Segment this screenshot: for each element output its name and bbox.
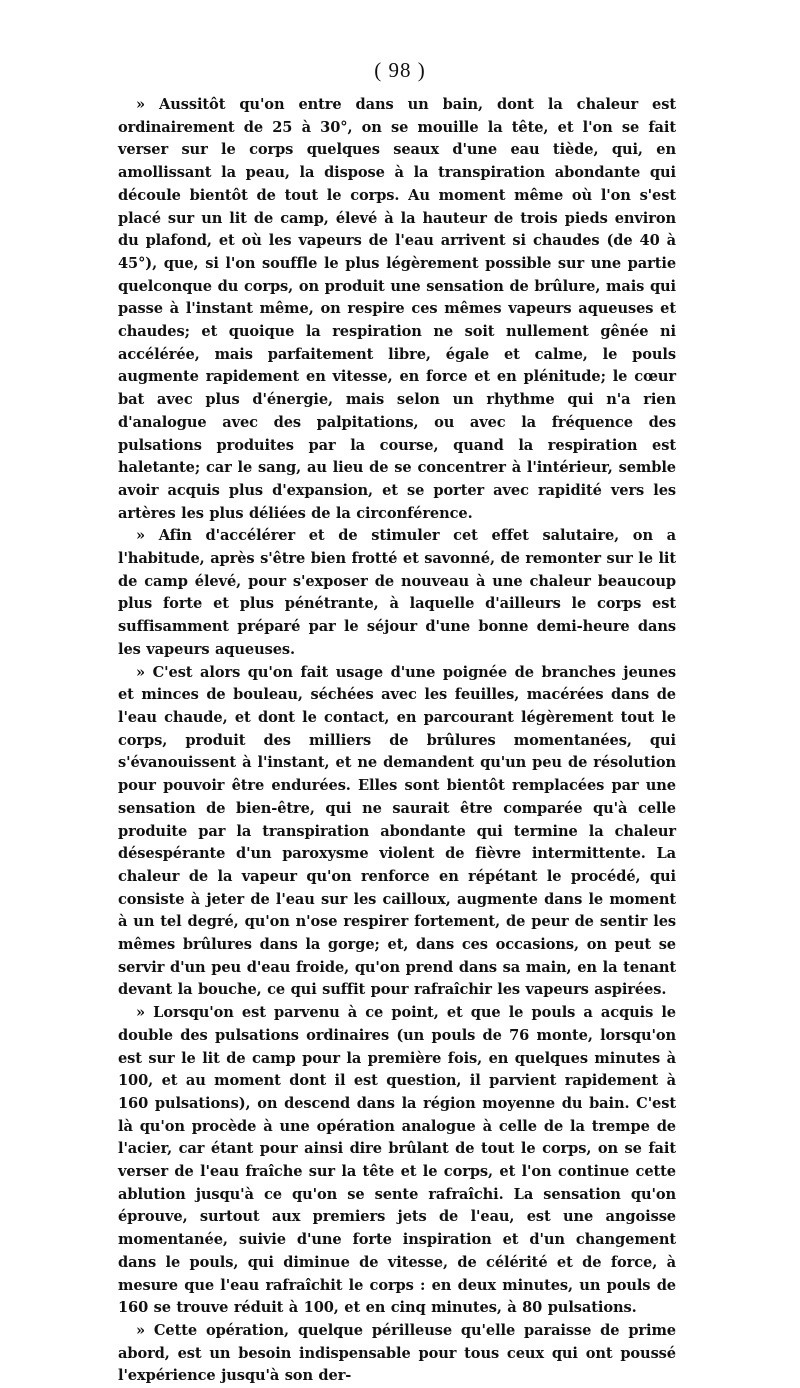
- page-number: ( 98 ): [374, 58, 426, 82]
- paragraph-bath-entry: » Aussitôt qu'on entre dans un bain, dont la chaleur est ordinairement de 25 à 30°, on se mouille la tête, et l'on se fait verser sur le corps quelques seaux d'une eau tiède, qui, en amollissant la peau, la dispose à la transpiration abondante qui découle bientôt de tout le corps. Au moment même où l'on s'est placé sur un lit de camp, élevé à la hauteur de trois pieds environ du plafond, et où les vapeurs de l'eau arrivent si chaudes (de 40 à 45°), que, si l'on souffle le plus légèrement possible sur une partie quelconque du corps, on produit une sensation de brûlure, mais qui passe à l'instant même, on respire ces mêmes vapeurs aqueuses et chaudes; et quoique la respiration ne soit nullement gênée ni accélérée, mais parfaitement libre, égale et calme, le pouls augmente rapidement en vitesse, en force et en plénitude; le cœur bat avec plus d'énergie, mais selon un rhythme qui n'a rien d'analogue avec des palpitations, ou avec la fréquence des pulsations produites par la course, quand la respiration est haletante; car le sang, au lieu de se concentrer à l'intérieur, semble avoir acquis plus d'expansion, et se porter avec rapidité vers les artères les plus déliées de la circonférence.: [118, 96, 676, 522]
- paragraph-operation-necessity: » Cette opération, quelque périlleuse qu'elle paraisse de prime abord, est un besoin indispensable pour tous ceux qui ont poussé l'expérience jusqu'à son der-: [118, 1321, 676, 1385]
- paragraph-birch-branches: » C'est alors qu'on fait usage d'une poignée de branches jeunes et minces de bouleau, séchées avec les feuilles, macérées dans de l'eau chaude, et dont le contact, en parcourant légèrement tout le corps, produit des milliers de brûlures momentanées, qui s'évanouissent à l'instant, et ne demandent qu'un peu de résolution pour pouvoir être endurées. Elles sont bientôt remplacées par une sensation de bien-être, qui ne saurait être comparée qu'à celle produite par la transpiration abondante qui termine la chaleur désespérante d'un paroxysme violent de fièvre intermittente. La chaleur de la vapeur qu'on renforce en répétant le procédé, qui consiste à jeter de l'eau sur les cailloux, augmente dans le moment à un tel degré, qu'on n'ose respirer fortement, de peur de sentir les mêmes brûlures dans la gorge; et, dans ces occasions, on peut se servir d'un peu d'eau froide, qu'on prend dans sa main, en la tenant devant la bouche, ce qui suffit pour rafraîchir les vapeurs aspirées.: [118, 663, 676, 999]
- paragraph-accelerate-effect: » Afin d'accélérer et de stimuler cet effet salutaire, on a l'habitude, après s'être bien frotté et savonné, de remonter sur le lit de camp élevé, pour s'exposer de nouveau à une chaleur beaucoup plus forte et plus pénétrante, à laquelle d'ailleurs le corps est suffisamment préparé par le séjour d'une bonne demi-heure dans les vapeurs aqueuses.: [118, 527, 676, 658]
- paragraph-pulse-cooling: » Lorsqu'on est parvenu à ce point, et que le pouls a acquis le double des pulsations ordinaires (un pouls de 76 monte, lorsqu'on est sur le lit de camp pour la première fois, en quelques minutes à 100, et au moment dont il est question, il parvient rapidement à 160 pulsations), on descend dans la région moyenne du bain. C'est là qu'on procède à une opération analogue à celle de la trempe de l'acier, car étant pour ainsi dire brûlant de tout le corps, on se fait verser de l'eau fraîche sur la tête et le corps, et l'on continue cette ablution jusqu'à ce qu'on se sente rafraîchi. La sensation qu'on éprouve, surtout aux premiers jets de l'eau, est une angoisse momentanée, suivie d'une forte inspiration et d'un changement dans le pouls, qui diminue de vitesse, de célérité et de force, à mesure que l'eau rafraîchit le corps : en deux minutes, un pouls de 160 se trouve réduit à 100, et en cinq minutes, à 80 pulsations.: [118, 1004, 676, 1317]
- body-text: [118, 94, 676, 1388]
